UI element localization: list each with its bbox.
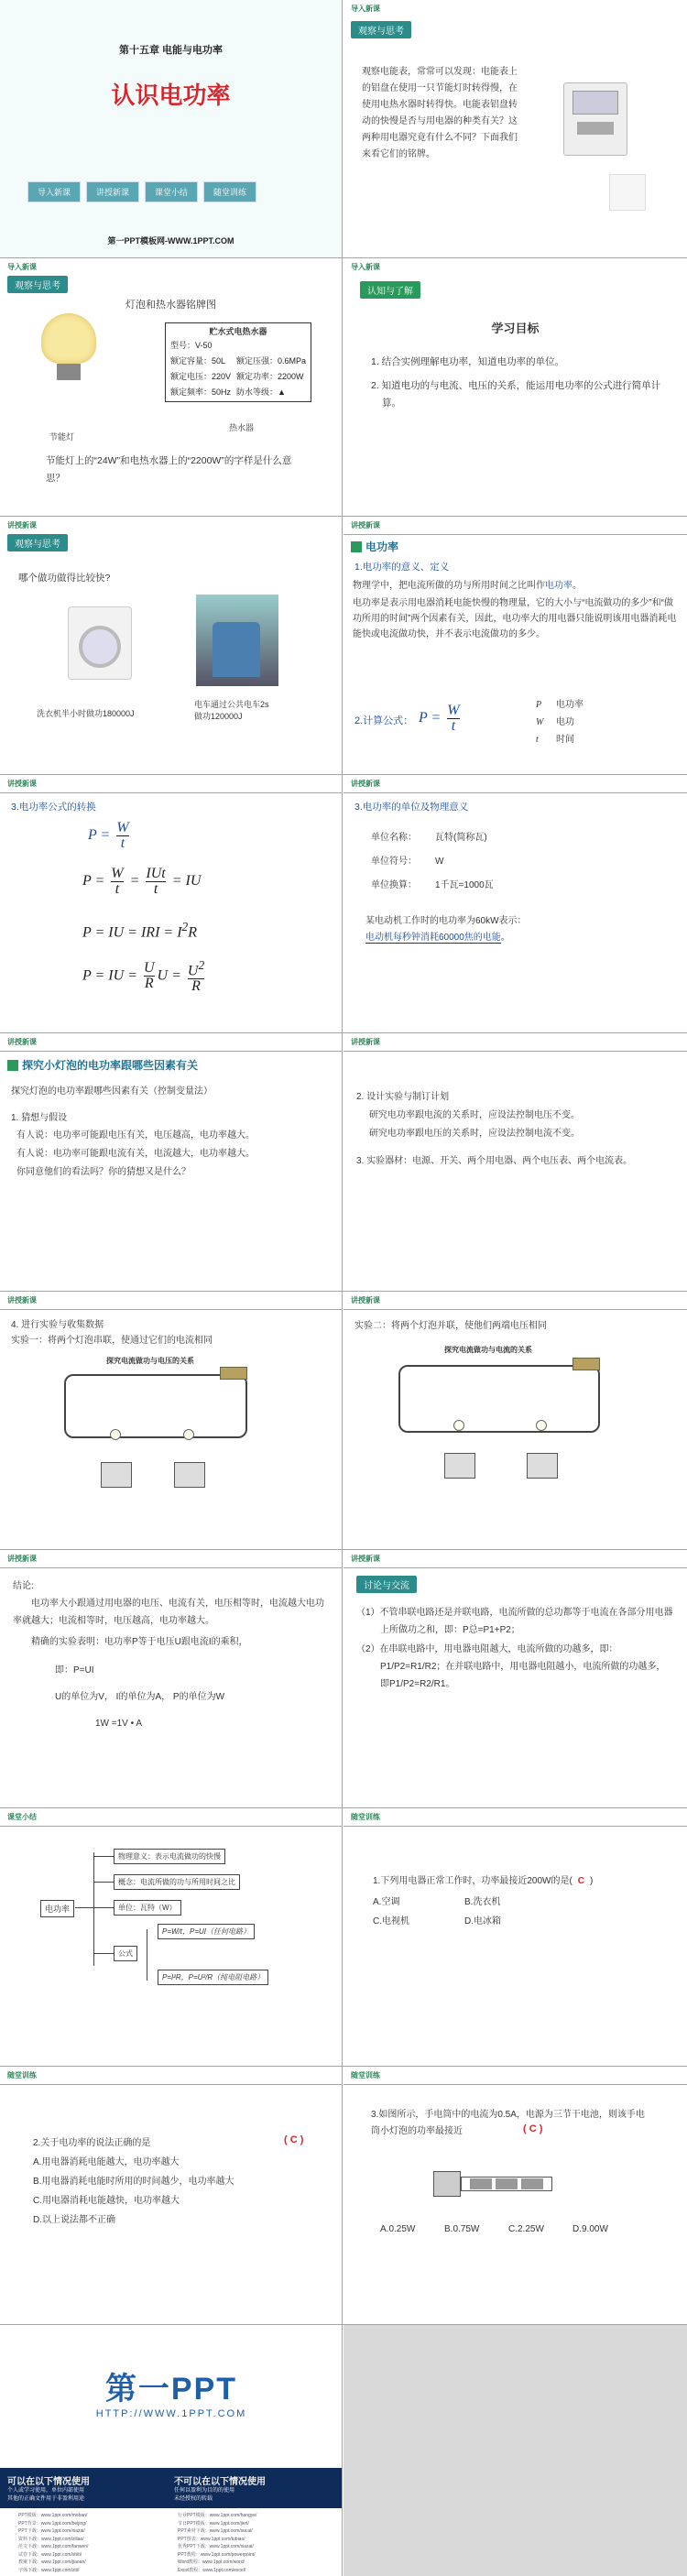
slide-credits xyxy=(0,2325,343,2576)
slide-row-1 xyxy=(0,0,687,258)
section-label: 讲授新课 xyxy=(344,517,687,535)
spec-cell: 型号：V-50 xyxy=(170,341,213,350)
option-a[interactable]: A.0.25W xyxy=(380,2224,416,2234)
subheading: 3.电功率的单位及物理意义 xyxy=(354,802,469,813)
option-d[interactable]: D.电冰箱 xyxy=(464,1916,501,1927)
section-label: 随堂训练 xyxy=(344,1808,687,1827)
conclusion-title: 结论: xyxy=(13,1581,34,1591)
footer-link[interactable]: 教案下载：www.1ppt.com/jiaoan/ xyxy=(18,2560,86,2565)
variable-meaning: 电功率 xyxy=(556,700,583,710)
forbidden-usage xyxy=(174,2473,330,2504)
options-grid xyxy=(373,1893,556,1931)
unit-key: 单位换算： xyxy=(371,880,417,890)
experiment-text: 实验一：将两个灯泡串联，使通过它们的电流相同 xyxy=(11,1336,213,1346)
slide-row-9 xyxy=(0,2067,687,2325)
spec-cell: 额定电压：220V xyxy=(170,372,232,381)
hypothesis-line: 有人说：电功率可能跟电流有关，电流越大，电功率越大。 xyxy=(16,1149,255,1159)
slide-2 xyxy=(344,0,687,257)
variable-row xyxy=(536,731,583,748)
formula-line-1: P = $\frac{W}{t}$ xyxy=(88,820,129,851)
heater-nameplate xyxy=(165,322,311,402)
conclusion-text: 电功率大小跟通过用电器的电压、电流有关，电压相等时，电流越大电功率就越大；电流相等时，电压越高，电功率越大。 xyxy=(13,1599,324,1626)
options-row xyxy=(380,2221,608,2238)
mindmap-branch: 物理意义：表示电流做功的快慢 xyxy=(114,1849,225,1864)
voltmeter-image xyxy=(174,1462,205,1488)
option-b[interactable]: B.0.75W xyxy=(444,2224,480,2234)
diagram-title: 探究电流做功与电流的关系 xyxy=(444,1346,532,1354)
tram-caption: 电车通过公共电车2s做功120000J xyxy=(194,700,269,721)
option-d[interactable]: D.9.00W xyxy=(572,2224,608,2234)
slide-10 xyxy=(344,1033,687,1291)
plan-line: 2. 设计实验与制订计划 xyxy=(356,1092,450,1102)
answer-end: 。 xyxy=(500,933,510,943)
variable-meaning: 时间 xyxy=(556,735,574,745)
formula-variables xyxy=(536,696,583,748)
bulb-icon xyxy=(536,1420,547,1431)
unit-value: W xyxy=(435,857,444,867)
units-text: U的单位为V， I的单位为A， P的单位为W xyxy=(55,1692,225,1702)
section-label: 导入新课 xyxy=(351,263,380,271)
spec-cell: 额定功率：2200W xyxy=(236,372,304,381)
variable-row xyxy=(536,714,583,731)
formula-box: P=W/t，P=UI（任何电路） xyxy=(158,1924,255,1939)
slide-17 xyxy=(0,2067,343,2324)
site-url[interactable]: HTTP://WWW.1PPT.COM xyxy=(95,2408,247,2419)
objective-item: 1. 结合实例理解电功率，知道电功率的单位。 xyxy=(371,356,565,367)
footer-link[interactable]: 行业PPT模板：www.1ppt.com/hangye/ xyxy=(178,2513,257,2518)
circuit-wire xyxy=(398,1365,600,1433)
answer-text: 电动机每秒钟消耗60000焦的电能 xyxy=(365,933,501,943)
unit-list xyxy=(371,826,494,898)
hypothesis-line: 你同意他们的看法吗？你的猜想又是什么？ xyxy=(16,1167,191,1177)
washer-caption: 洗衣机半小时做功180000J xyxy=(37,709,135,718)
tram-image xyxy=(196,595,278,686)
definition-term: 电功率 xyxy=(545,581,572,591)
slide-row-3 xyxy=(0,517,687,775)
footer-link[interactable]: PPT素材下载：www.1ppt.com/sucai/ xyxy=(178,2528,253,2534)
slide-row-10 xyxy=(0,2325,687,2576)
allowed-usage xyxy=(7,2473,163,2504)
nav-button-summary[interactable]: 课堂小结 xyxy=(145,181,198,202)
footer-link[interactable]: 试卷下载：www.1ppt.com/shiti/ xyxy=(18,2551,82,2558)
allowed-title: 可以在以下情况使用 xyxy=(7,2477,90,2487)
footer-link[interactable]: PPT下载：www.1ppt.com/xiazai/ xyxy=(18,2528,85,2534)
step-title: 4. 进行实验与收集数据 xyxy=(11,1320,104,1330)
slide-5 xyxy=(0,517,343,774)
answer-choice: ( C ) xyxy=(284,2134,304,2145)
bulb-icon xyxy=(453,1420,464,1431)
plan-line: 研究电功率跟电压的关系时，应设法控制电流不变。 xyxy=(369,1129,580,1139)
title-text: 电功率 xyxy=(365,540,399,553)
step-title: 1. 猜想与假设 xyxy=(11,1113,68,1123)
plan-list xyxy=(356,1088,674,1171)
forbidden-item: 未经授权的转载 xyxy=(174,2496,213,2502)
section-label: 讲授新课 xyxy=(344,1033,687,1052)
site-logo: 第一PPT xyxy=(104,2372,238,2407)
slide-row-4 xyxy=(0,775,687,1033)
objectives-heading: 学习目标 xyxy=(491,322,540,335)
discussion-point: （2）在串联电路中，用电器电阻越大，电流所做的功越多，即：P1/P2=R1/R2；在并联电路中，用电器电阻越小，电流所做的功越多，即P1/P2=R2/R1。 xyxy=(356,1644,666,1689)
allowed-item: 个人或学习使用，单位内部使用 xyxy=(7,2488,85,2494)
section-label: 讲授新课 xyxy=(7,521,37,529)
spec-cell: 防水等级：▲ xyxy=(236,387,286,397)
intro-text: 探究灯泡的电功率跟哪些因素有关（控制变量法） xyxy=(11,1086,213,1097)
ammeter-image xyxy=(527,1453,558,1479)
section-label: 讲授新课 xyxy=(0,775,342,793)
slide-row-5 xyxy=(0,1033,687,1292)
unit-key: 单位符号： xyxy=(371,857,417,867)
ammeter-image xyxy=(444,1453,475,1479)
formula-line-4: P = IU = $\frac{U}{R}$ U = $\frac{U^2}{R}$ xyxy=(82,958,205,995)
title-marker xyxy=(351,541,362,552)
subheading: 1.电功率的意义、定义 xyxy=(354,562,450,573)
footer-link[interactable]: 字体下载：www.1ppt.com/ziti/ xyxy=(18,2567,80,2573)
option-a[interactable]: A.空调 xyxy=(373,1897,400,1907)
formula-label: 2.计算公式： xyxy=(354,715,414,726)
example-text: 某电动机工作时的电功率为60kW表示： xyxy=(365,916,527,926)
slide-7 xyxy=(0,775,343,1032)
unit-row xyxy=(371,874,494,898)
option-b[interactable]: B.洗衣机 xyxy=(464,1897,501,1907)
title-text: 探究小灯泡的电功率跟哪些因素有关 xyxy=(22,1059,199,1072)
section-label: 随堂训练 xyxy=(0,2067,342,2085)
mindmap-branch: 概念：电流所做的功与所用时间之比 xyxy=(114,1874,240,1890)
precise-text: 精确的实验表明：电功率P等于电压U跟电流I的乘积， xyxy=(31,1637,248,1647)
options-list xyxy=(33,2153,234,2230)
slide-13 xyxy=(0,1550,343,1807)
meter-photo xyxy=(609,174,646,211)
section-tag: 观察与思考 xyxy=(351,21,411,38)
slide-row-2 xyxy=(0,258,687,517)
title-marker xyxy=(7,1060,18,1071)
footer-link[interactable]: 节日PPT模板：www.1ppt.com/jieri/ xyxy=(178,2520,249,2527)
lesson-title: 认识电功率 xyxy=(111,82,231,109)
lamp-caption: 节能灯 xyxy=(49,432,75,442)
unit-row xyxy=(371,826,494,850)
slide-6 xyxy=(344,517,687,774)
option-b[interactable]: B.用电器消耗电能时所用的时间越少，电功率越大 xyxy=(33,2177,234,2187)
flashlight-image xyxy=(433,2166,562,2202)
slide-row-7 xyxy=(0,1550,687,1808)
section-tag: 观察与思考 xyxy=(7,276,68,293)
mindmap-branch: 单位：瓦特（W） xyxy=(114,1900,181,1916)
spec-cell: 额定容量：50L xyxy=(170,356,226,366)
question-text xyxy=(373,1872,593,1890)
formula-box: P=I²R，P=U²/R（纯电阻电路） xyxy=(158,1970,268,1985)
option-c[interactable]: C.2.25W xyxy=(508,2224,544,2234)
slide-16 xyxy=(344,1808,687,2066)
answer-choice: ( C ) xyxy=(523,2123,543,2134)
nav-button-teach[interactable]: 讲授新课 xyxy=(86,181,139,202)
discussion-point: （1）不管串联电路还是并联电路，电流所做的总功都等于电流在各部分用电器上所做功之和，即：P总=P1+P2； xyxy=(356,1608,673,1635)
slide-title xyxy=(351,539,680,555)
slide-14 xyxy=(344,1550,687,1807)
question-text: 3.如图所示，手电筒中的电流为0.5A，电源为三节干电池，则该手电筒小灯泡的功率最接近 xyxy=(371,2110,645,2136)
unit-value: 瓦特(简称瓦) xyxy=(435,833,487,843)
unit-key: 单位名称： xyxy=(371,833,417,843)
connector-line xyxy=(93,1852,94,1966)
spec-cell: 额定压强：0.6MPa xyxy=(236,356,307,366)
section-label: 讲授新课 xyxy=(344,1292,687,1310)
slide-18 xyxy=(344,2067,687,2324)
question-text: 哪个做功做得比较快? xyxy=(18,573,111,584)
section-label: 导入新课 xyxy=(7,263,37,271)
spec-cell xyxy=(234,337,309,353)
slide-row-8 xyxy=(0,1808,687,2067)
energy-saving-lamp-image xyxy=(37,313,101,387)
mindmap-branch: 公式 xyxy=(114,1946,137,1961)
nav-button-intro[interactable]: 导入新课 xyxy=(27,181,81,202)
answer-letter: C xyxy=(529,2123,537,2134)
bulb-icon xyxy=(183,1429,194,1440)
links-right xyxy=(178,2512,256,2574)
slide-12 xyxy=(344,1292,687,1549)
section-label: 导入新课 xyxy=(351,5,380,13)
electric-meter-image xyxy=(563,82,627,156)
question-text: 节能灯上的“24W”和电热水器上的“2200W”的字样是什么意思？ xyxy=(46,455,292,484)
forbidden-title: 不可以在以下情况使用 xyxy=(174,2477,266,2487)
battery-image xyxy=(220,1367,247,1380)
variable-symbol: W xyxy=(536,717,544,727)
example-answer xyxy=(365,931,510,945)
chapter-title: 第十五章 电能与电功率 xyxy=(118,45,224,56)
nameplate-table xyxy=(168,337,309,399)
definition-part: 。 xyxy=(572,581,582,591)
objective-item: 2. 知道电功的与电流、电压的关系，能运用电功率的公式进行简单计算。 xyxy=(371,380,661,409)
question-text: 2.关于电功率的说法正确的是 xyxy=(33,2138,151,2148)
section-label: 讲授新课 xyxy=(0,1033,342,1052)
option-d[interactable]: D.以上说法都不正确 xyxy=(33,2215,115,2225)
bulb-icon xyxy=(110,1429,121,1440)
forbidden-item: 任何以盈利为目的的使用 xyxy=(174,2488,235,2494)
section-label: 随堂训练 xyxy=(344,2067,687,2085)
section-label: 讲授新课 xyxy=(0,1292,342,1310)
footer-link[interactable]: PPT背景：www.1ppt.com/beijing/ xyxy=(18,2520,87,2527)
footer-link[interactable]: 优秀PPT下载：www.1ppt.com/xiazai/ xyxy=(178,2544,254,2549)
figure-heading: 灯泡和热水器铭牌图 xyxy=(125,300,216,311)
website-text: 第一PPT模板网-WWW.1PPT.COM xyxy=(107,236,234,246)
definition-part: 物理学中，把电流所做的功与所用时间之比叫作 xyxy=(353,581,545,591)
section-label: 课堂小结 xyxy=(0,1808,342,1827)
nav-button-practice[interactable]: 随堂训练 xyxy=(203,181,256,202)
connector-line xyxy=(75,1907,93,1908)
formula-line-2: P = $\frac{W}{t}$ = $\frac{\text{IUt}}{t}$ = IU xyxy=(82,866,202,897)
footer-link[interactable]: PPT图表：www.1ppt.com/tubiao/ xyxy=(178,2536,245,2542)
plan-line: 3. 实验器材：电源、开关、两个用电器、两个电压表、两个电流表。 xyxy=(356,1156,633,1166)
diagram-title: 探究电流做功与电压的关系 xyxy=(106,1357,194,1365)
nameplate-title: 贮水式电热水器 xyxy=(209,327,267,336)
battery-image xyxy=(572,1358,600,1370)
section-label: 讲授新课 xyxy=(0,1550,342,1568)
footer-link[interactable]: PPT模板：www.1ppt.com/moban/ xyxy=(18,2513,88,2518)
section-tag: 讨论与交流 xyxy=(356,1576,417,1593)
circuit-wire xyxy=(64,1374,247,1438)
section-label: 讲授新课 xyxy=(344,1550,687,1568)
footer-link[interactable]: Word教程：www.1ppt.com/word/ xyxy=(178,2560,245,2565)
variable-symbol: P xyxy=(536,700,542,710)
slide-8 xyxy=(344,775,687,1032)
experiment-text: 实验二：将两个灯泡并联，使他们两端电压相同 xyxy=(354,1321,547,1331)
spec-cell: 额定频率：50Hz xyxy=(170,387,232,397)
power-formula: P = $\frac{W}{t}$ xyxy=(419,703,460,734)
definition-text xyxy=(353,578,678,594)
question-stem: 1.下列用电器正常工作时，功率最接近200W的是( xyxy=(373,1876,572,1886)
heater-caption: 热水器 xyxy=(229,423,255,432)
footer-link[interactable]: 资料下载：www.1ppt.com/ziliao/ xyxy=(18,2536,84,2542)
option-c[interactable]: C.电视机 xyxy=(373,1916,409,1927)
hypothesis-line: 有人说：电功率可能跟电压有关，电压越高，电功率越大。 xyxy=(16,1130,255,1141)
formula-line-3: P = IU = IRI = $I^2R$ xyxy=(82,920,197,941)
section-label: 讲授新课 xyxy=(344,775,687,793)
slide-15 xyxy=(0,1808,343,2066)
voltmeter-image xyxy=(101,1462,132,1488)
variable-meaning: 电功 xyxy=(556,717,574,727)
answer-choice: C xyxy=(577,1876,585,1886)
intro-text: 观察电能表，常常可以发现：电能表上的铝盘在使用一只节能灯时转得慢，在使用电热水器时转得快。电能表铝盘转动的快慢是否与用电器的种类有关？这两种用电器究竟有什么不同？下面我们来看它们的铭牌。 xyxy=(362,67,518,159)
slide-title xyxy=(0,0,343,257)
allowed-item: 其他的正确文件用于非盈利用途 xyxy=(7,2496,85,2502)
section-tag: 观察与思考 xyxy=(7,534,68,551)
mindmap-root: 电功率 xyxy=(40,1900,74,1917)
slide-3 xyxy=(0,258,343,516)
logo-area xyxy=(0,2325,343,2468)
formula-text: 即：P=UI xyxy=(55,1665,94,1675)
slide-row-6 xyxy=(0,1292,687,1550)
footer-link[interactable]: 范文下载：www.1ppt.com/fanwen/ xyxy=(18,2544,89,2549)
slide-title xyxy=(7,1057,334,1074)
slide-4 xyxy=(344,258,687,516)
slide-11 xyxy=(0,1292,343,1549)
links-panel xyxy=(0,2508,343,2576)
usage-panel xyxy=(0,2468,343,2576)
nav-buttons xyxy=(27,181,262,202)
answer-letter: C xyxy=(289,2134,298,2145)
explanation-text: 电功率是表示用电器消耗电能快慢的物理量，它的大小与“电流做功的多少”和“做功所用的时间”两个因素有关，因此，电功率大的用电器只能说明该用电器消耗电能快或电流做功快，并不表示电流做功的多少。 xyxy=(353,598,677,639)
option-c[interactable]: C.用电器消耗电能越快，电功率越大 xyxy=(33,2196,180,2206)
unit-equation: 1W =1V • A xyxy=(95,1719,143,1729)
option-a[interactable]: A.用电器消耗电能越大，电功率越大 xyxy=(33,2157,180,2167)
footer-link[interactable]: PPT教程：www.1ppt.com/powerpoint/ xyxy=(178,2551,256,2558)
variable-symbol: t xyxy=(536,735,539,745)
footer-link[interactable]: Excel教程：www.1ppt.com/excel/ xyxy=(178,2567,246,2573)
unit-row xyxy=(371,850,494,874)
slide-9 xyxy=(0,1033,343,1291)
hypothesis-list xyxy=(16,1127,331,1182)
empty-slot xyxy=(344,2325,687,2576)
subheading: 3.电功率公式的转换 xyxy=(11,802,96,813)
section-tag: 认知与了解 xyxy=(360,281,420,299)
plan-line: 研究电功率跟电流的关系时，应设法控制电压不变。 xyxy=(369,1110,580,1120)
unit-value: 1千瓦=1000瓦 xyxy=(435,880,494,890)
links-left xyxy=(18,2512,88,2574)
washing-machine-image xyxy=(68,606,132,680)
variable-row xyxy=(536,696,583,714)
question-close: ) xyxy=(590,1876,594,1886)
